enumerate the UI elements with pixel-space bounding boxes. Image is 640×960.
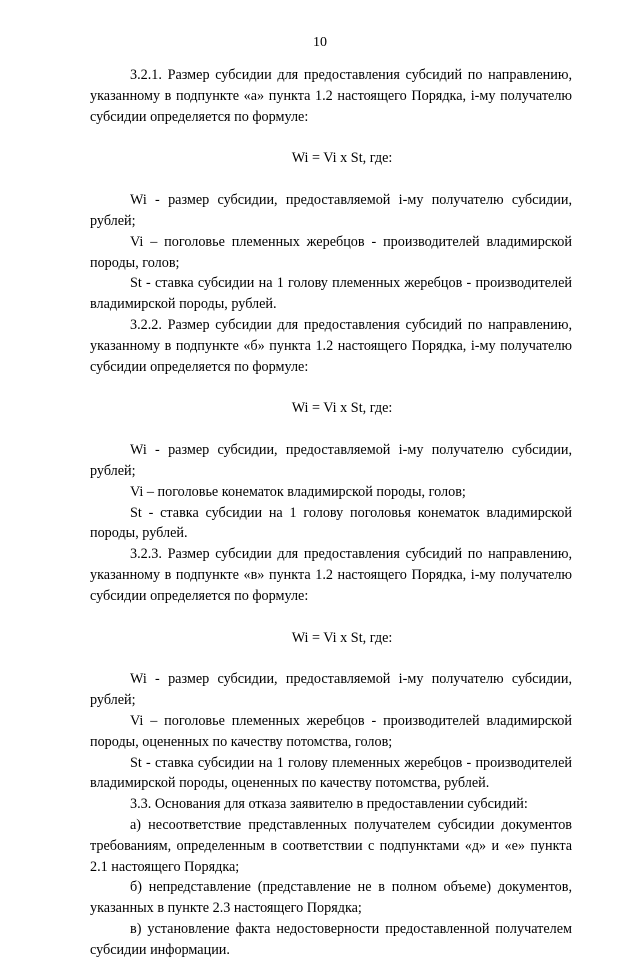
- paragraph-refusal-a: а) несоответствие представленных получателем субсидии документов требованиям, определенным в соответствии с подпунктами «д» и «е» пункта 2.1 настоящего Порядка;: [90, 816, 572, 875]
- formula-3: Wi = Vi x St, где:: [291, 629, 393, 646]
- paragraph-refusal-c: в) установление факта недостоверности предоставленной получателем субсидии информации.: [90, 920, 572, 958]
- formula-1: Wi = Vi x St, где:: [291, 150, 393, 167]
- paragraph-vi-definition: Vi – поголовье племенных жеребцов - производителей владимирской породы, голов;: [90, 233, 572, 271]
- formula-2: Wi = Vi x St, где:: [291, 400, 393, 417]
- page-number: 10: [313, 35, 327, 50]
- paragraph-3-2-1: 3.2.1. Размер субсидии для предоставления субсидий по направлению, указанному в подпункте «а» пункта 1.2 настоящего Порядка, i-му получателю субсидии определяется по формуле:: [90, 67, 572, 125]
- paragraph-3-3: 3.3. Основания для отказа заявителю в предоставлении субсидий:: [130, 796, 528, 813]
- paragraph-st-definition: St - ставка субсидии на 1 голову племенных жеребцов - производителей владимирской породы, рублей.: [90, 275, 572, 313]
- paragraph-wi-definition: Wi - размер субсидии, предоставляемой i-му получателю субсидии, рублей;: [90, 442, 572, 479]
- paragraph-st-definition: St - ставка субсидии на 1 голову поголовья конематок владимирской породы, рублей.: [90, 504, 572, 542]
- paragraph-wi-definition: Wi - размер субсидии, предоставляемой i-му получателю субсидии, рублей;: [90, 671, 572, 709]
- paragraph-3-2-3: 3.2.3. Размер субсидии для предоставления субсидий по направлению, указанному в подпункте «в» пункта 1.2 настоящего Порядка, i-му получателю субсидии определяется по формуле:: [90, 546, 572, 604]
- paragraph-vi-definition: Vi – поголовье племенных жеребцов - производителей владимирской породы, оцененных по качеству потомства, голов;: [90, 712, 572, 750]
- paragraph-refusal-b: б) непредставление (представление не в полном объеме) документов, указанных в пункте 2.3 настоящего Порядка;: [90, 879, 572, 917]
- paragraph-vi-definition: Vi – поголовье конематок владимирской породы, голов;: [130, 483, 466, 500]
- paragraph-st-definition: St - ставка субсидии на 1 голову племенных жеребцов - производителей владимирской породы, оцененных по качеству потомства, рублей.: [90, 754, 572, 792]
- document-body: [90, 65, 572, 960]
- paragraph-wi-definition: Wi - размер субсидии, предоставляемой i-му получателю субсидии, рублей;: [90, 192, 572, 229]
- paragraph-3-2-2: 3.2.2. Размер субсидии для предоставления субсидий по направлению, указанному в подпункте «б» пункта 1.2 настоящего Порядка, i-му получателю субсидии определяется по формуле:: [90, 316, 572, 375]
